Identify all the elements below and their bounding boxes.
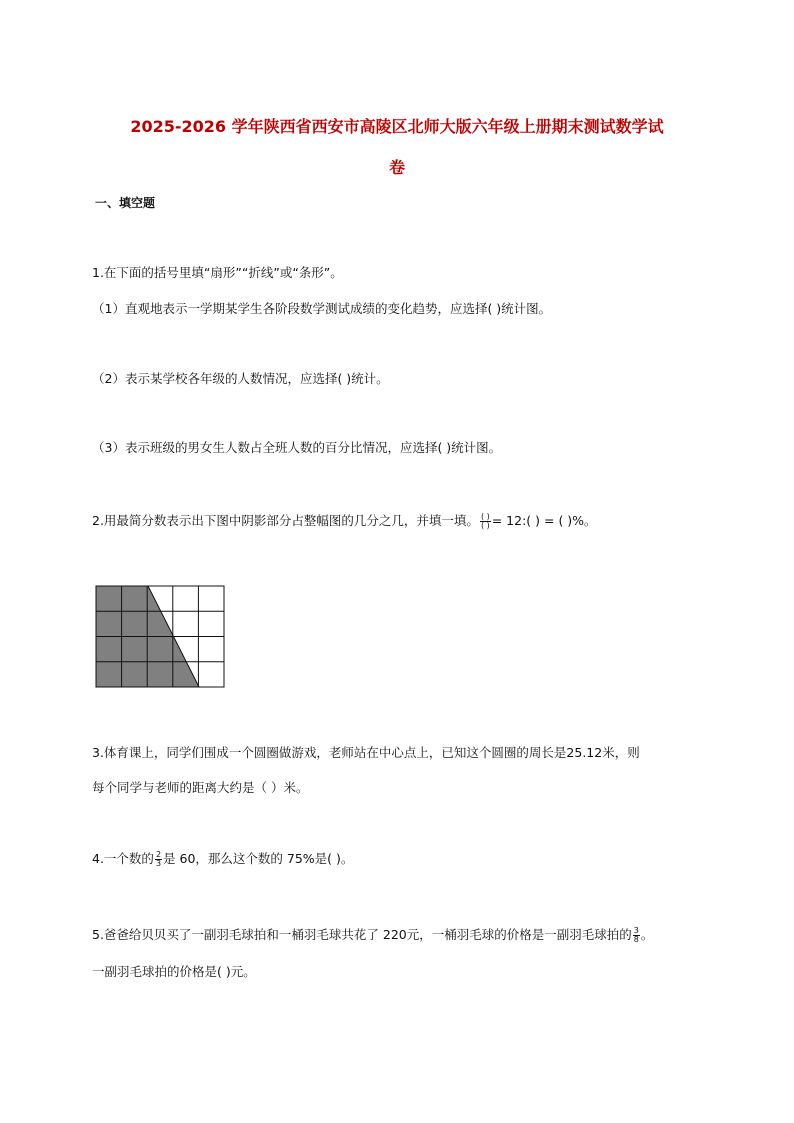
q2-stem: 2.用最简分数表示出下图中阴影部分占整幅图的几分之几，并填一填。 [92,513,479,528]
q1-part2: （2）表示某学校各年级的人数情况，应选择( )统计。 [92,371,389,386]
q5-line1 [92,925,653,944]
q4-fraction [155,851,162,868]
q4-pre: 4.一个数的 [92,851,154,866]
document-title-line2: 卷 [388,158,405,177]
q2-fraction [480,513,491,530]
q1-stem: 1.在下面的括号里填“扇形”“折线”或“条形”。 [92,265,343,280]
q4-line [92,849,353,868]
q5-pre: 5.爸爸给贝贝买了一副羽毛球拍和一桶羽毛球共花了 220元，一桶羽毛球的价格是一副羽毛球拍的 [92,927,632,942]
q5-fraction-numerator: 3 [633,926,639,935]
q5-fraction [633,927,640,944]
q2-fraction-denominator: ( ) [480,521,490,530]
q2-tail: = 12:( ) = ( )%。 [491,513,597,528]
q4-fraction-numerator: 2 [155,850,162,859]
section-heading: 一、填空题 [95,196,156,210]
q1-part3: （3）表示班级的男女生人数占全班人数的百分比情况，应选择( )统计图。 [92,440,502,455]
shaded-grid-figure [95,585,225,689]
q3-line2: 每个同学与老师的距离大约是（ ）米。 [92,780,309,795]
q4-fraction-denominator: 3 [155,859,162,868]
q5-fraction-denominator: 8 [633,935,639,944]
q2-fraction-numerator: ( ) [480,512,490,521]
q5-line2: 一副羽毛球拍的价格是( )元。 [92,964,256,979]
q3-line1: 3.体育课上，同学们围成一个圆圈做游戏，老师站在中心点上，已知这个圆圈的周长是25.12米，则 [92,745,640,760]
q5-post: 。 [640,927,654,942]
document-title-line1: 2025-2026 学年陕西省西安市高陵区北师大版六年级上册期末测试数学试 [130,117,664,136]
q4-post: 是 60，那么这个数的 75%是( )。 [163,851,354,866]
q2-line [92,511,597,530]
q1-part1: （1）直观地表示一学期某学生各阶段数学测试成绩的变化趋势，应选择( )统计图。 [92,301,552,316]
